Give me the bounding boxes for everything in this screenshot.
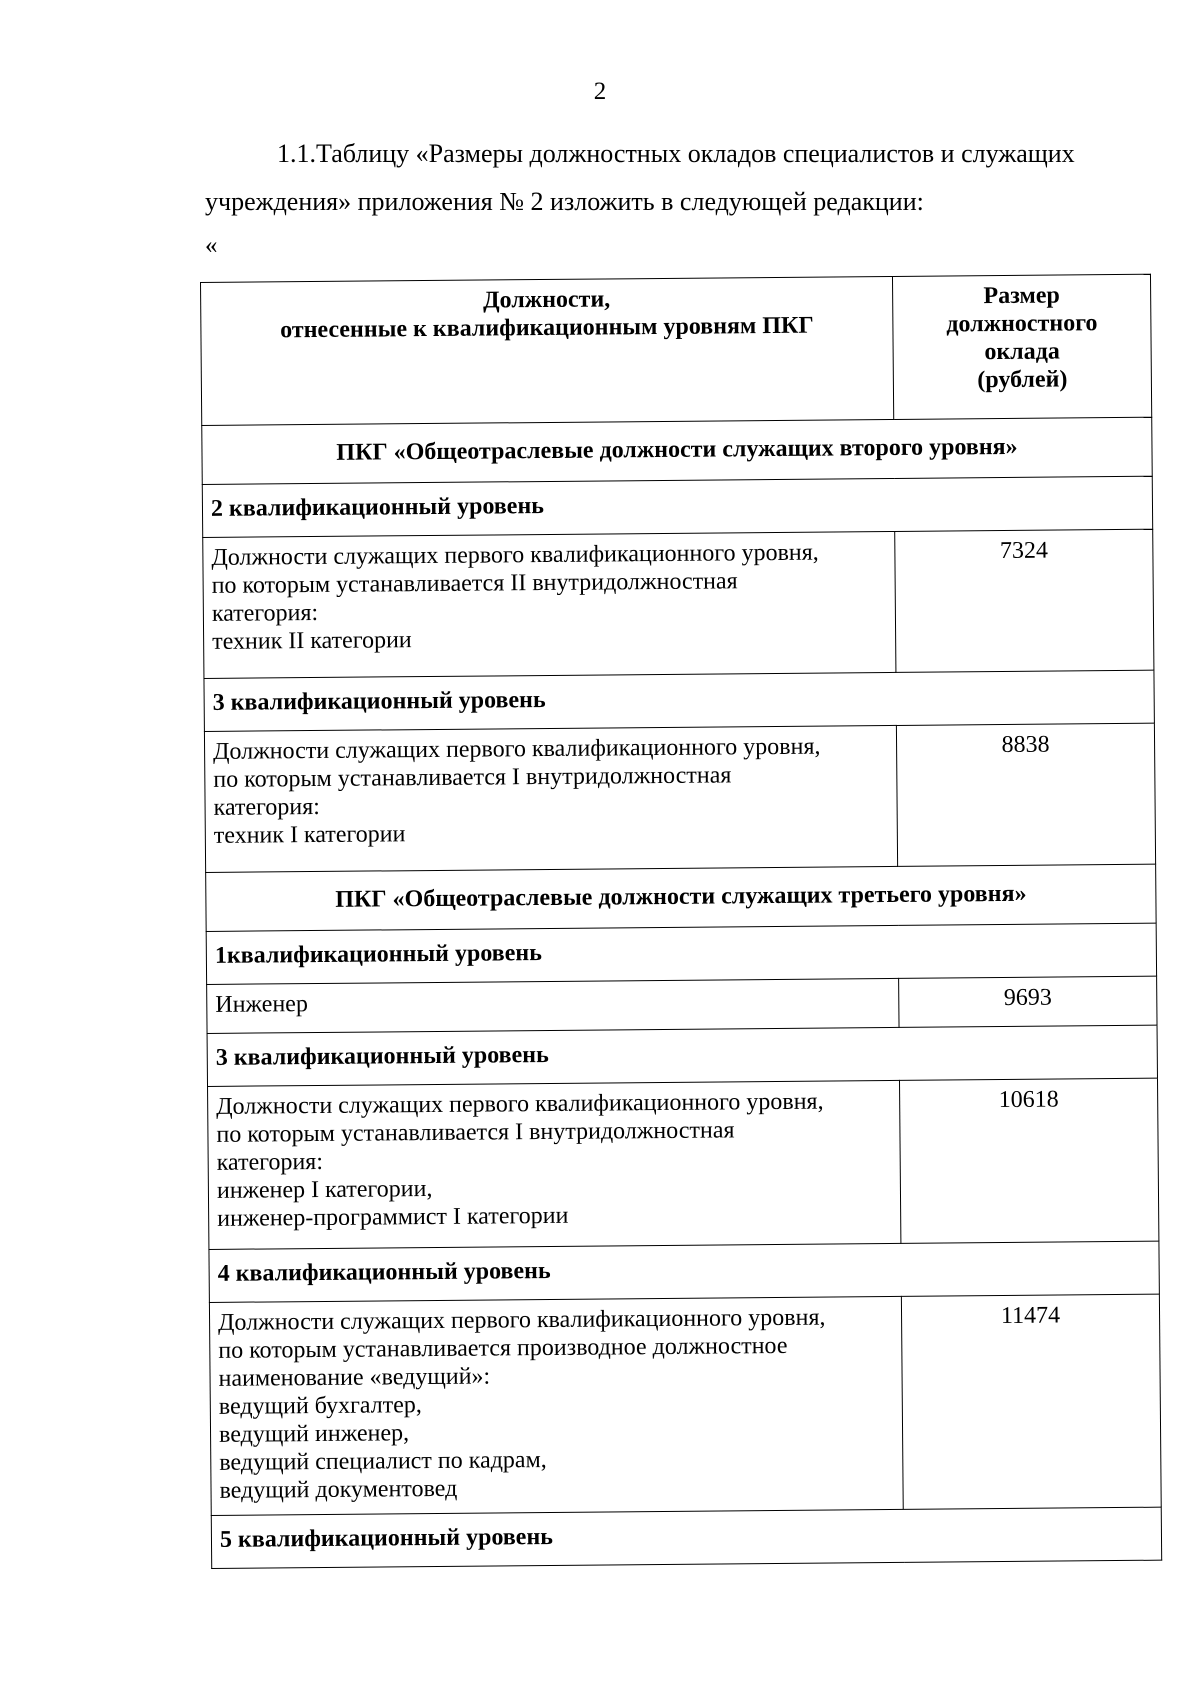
salary-table — [200, 274, 1162, 1569]
level-title: 4 квалификационный уровень — [209, 1241, 1159, 1302]
salary-value: 7324 — [895, 529, 1154, 672]
intro-paragraph: 1.1.Таблицу «Размеры должностных окладов специалистов и служащих учреждения» приложения № 2 изложить в следующей редакции: — [205, 139, 1075, 216]
level-row — [202, 476, 1152, 537]
group-row — [206, 864, 1156, 931]
salary-value: 9693 — [899, 976, 1157, 1027]
position-description: Должности служащих первого квалификационного уровня, по которым устанавливается I внутридолжностная категория: инженер I категории, инженер-программист I категории — [208, 1080, 901, 1249]
opening-quote: « — [205, 232, 218, 259]
table-header-row — [201, 274, 1152, 425]
page-number: 2 — [593, 78, 607, 105]
position-description: Должности служащих первого квалификационного уровня, по которым устанавливается I внутридолжностная категория: техник I категории — [204, 725, 897, 872]
salary-value: 10618 — [899, 1078, 1158, 1243]
group-title: ПКГ «Общеотраслевые должности служащих третьего уровня» — [206, 864, 1156, 931]
table-row — [207, 976, 1157, 1033]
level-row — [209, 1241, 1159, 1302]
group-title: ПКГ «Общеотраслевые должности служащих второго уровня» — [202, 417, 1152, 484]
position-description: Должности служащих первого квалификационного уровня, по которым устанавливается производное должностное наименование «ведущий»: ведущий бухгалтер, ведущий инженер, ведущий специалист по кадрам, ведущий документовед — [209, 1296, 903, 1515]
level-title: 1квалификационный уровень — [206, 923, 1156, 984]
position-description: Инженер — [207, 978, 899, 1033]
salary-value: 11474 — [901, 1294, 1161, 1509]
table-row — [209, 1294, 1161, 1515]
level-title: 3 квалификационный уровень — [207, 1025, 1157, 1086]
table-row — [203, 529, 1154, 678]
group-row — [202, 417, 1152, 484]
level-row — [204, 670, 1154, 731]
level-title: 2 квалификационный уровень — [202, 476, 1152, 537]
salary-value: 8838 — [896, 723, 1155, 866]
position-description: Должности служащих первого квалификационного уровня, по которым устанавливается II внутридолжностная категория: техник II категории — [203, 531, 896, 678]
level-row — [207, 1025, 1157, 1086]
level-row — [206, 923, 1156, 984]
header-salary: Размер должностного оклада (рублей) — [892, 274, 1151, 419]
header-positions: Должности, отнесенные к квалификационным уровням ПКГ — [201, 276, 894, 425]
level-row — [211, 1507, 1161, 1568]
table-row — [208, 1078, 1159, 1249]
level-title: 3 квалификационный уровень — [204, 670, 1154, 731]
table-row — [204, 723, 1155, 872]
level-title: 5 квалификационный уровень — [211, 1507, 1161, 1568]
